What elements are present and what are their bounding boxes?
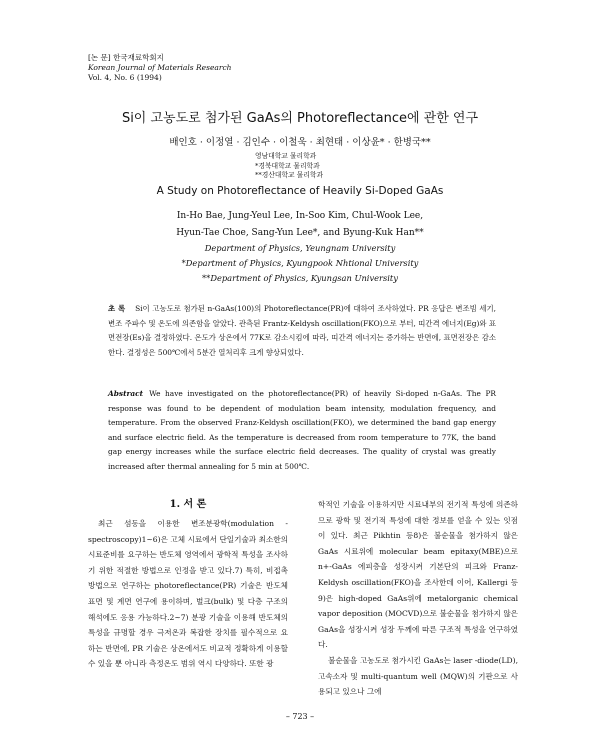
affiliation-en-2: *Department of Physics, Kyungpook Nhtional University (181, 258, 419, 268)
paper-title-english: A Study on Photoreflectance of Heavily Si-Doped GaAs (156, 185, 444, 197)
journal-volume: Vol. 4, No. 6 (1994) (88, 73, 162, 82)
abstract-english-text: We have investigated on the photoreflectance(PR) of heavily Si-doped n-GaAs. The PR response was found to be dependent of modulation beam intensity, modulation frequency, and temperature. From the observed Franz-Keldysh oscillation(FKO), we determined the band gap energy and surface electric field. As the temperature is decreased from room temperature to 77K, the band gap energy increases while the surface electric field decreases. The quality of crystal was greatly increased after thermal annealing for 5 min at 500℃. (108, 389, 496, 471)
paper-title-korean: Si이 고농도로 첨가된 GaAs의 Photoreflectance에 관한 연구 (121, 111, 479, 126)
right-column (318, 497, 518, 700)
page-number: – 723 – (285, 712, 315, 721)
left-column-paragraph: 최근 섬동을 이용한 변조분광학(modulation -spectroscopy)1~6)은 고체 시료에서 단일기술과 최소한의 시료준비를 요구하는 반도체 영역에서 광학적 특성을 조사하기 위한 적절한 방법으로 인정을 받고 있다.7) 특히, 비접촉 방법으로 연구하는 photoreflectance(PR) 기술은 반도체 표면 및 계면 연구에 용이하며, 벌크(bulk) 및 다층 구조의 해석에도 응용 가능하다.2~7) 분광 기술을 이용해 반도체의 특성을 규명할 경우 극저온과 복잡한 장치를 필수적으로 요하는 반면에, PR 기술은 상온에서도 비교적 정확하게 이용할 수 있을 뿐 아니라 측정온도 범위 역시 다양하다. 또한 광 (88, 519, 288, 669)
authors-en-line-1: In-Ho Bae, Jung-Yeul Lee, In-Soo Kim, Chul-Wook Lee, (176, 211, 424, 221)
left-column (88, 516, 288, 672)
affiliation-en-1: Department of Physics, Yeungnam University (204, 243, 396, 253)
journal-name: Korean Journal of Materials Research (88, 63, 232, 72)
affiliations-english (0, 241, 600, 286)
affiliation-kr-1: 영남대학교 물리학과 (255, 152, 317, 160)
affiliations-korean (255, 152, 323, 181)
right-column-paragraph-2: 불순물을 고농도로 첨가시킨 GaAs는 laser -diode(LD), 고속소자 및 multi-quantum well (MQW)의 기판으로 사용되고 있으나 그에 (318, 655, 518, 697)
section-heading-introduction: 1. 서 론 (169, 499, 207, 510)
abstract-english-label: Abstract (108, 389, 144, 398)
authors-en-line-2: Hyun-Tae Choe, Sang-Yun Lee*, and Byung-Kuk Han** (176, 228, 424, 238)
abstract-korean (108, 302, 496, 360)
journal-header (88, 53, 231, 83)
authors-english (0, 208, 600, 242)
affiliation-en-3: **Department of Physics, Kyungsan University (202, 273, 398, 283)
journal-type: [논 문] 한국재료학회지 (88, 53, 164, 62)
abstract-english (108, 387, 496, 474)
affiliation-kr-3: **경산대학교 물리학과 (255, 171, 324, 179)
abstract-korean-label: 초 록 (108, 304, 126, 313)
affiliation-kr-2: *경북대학교 물리학과 (255, 161, 320, 170)
authors-korean: 배인호 · 이정열 · 김인수 · 이철욱 · 최현태 · 이상윤* · 한병국** (169, 137, 431, 148)
right-column-paragraph-1: 학적인 기술을 이용하지만 시료내부의 전기적 특성에 의존하므로 광학 및 전기적 특성에 대한 정보를 얻을 수 있는 잇점이 있다. 최근 Pikhtin 등8)은 불순물을 첨가하지 않은 GaAs 시료위에 molecular beam epitaxy(MBE)으로 n+-GaAs 에피층을 성장시켜 기본단의 피크와 Franz-Keldysh oscillation(FKO)을 조사한데 이어, Kallergi 등9)은 high-doped GaAs위에 metalorganic chemical vapor deposition (MOCVD)으로 불순물을 첨가하지 않은 GaAs을 성장시켜 성장 두께에 따른 구조적 특성을 연구하였다. (318, 500, 518, 650)
abstract-korean-text: Si이 고농도로 첨가된 n-GaAs(100)의 Photoreflectance(PR)에 대하여 조사하였다. PR 응답은 변조빔 세기, 변조 주파수 및 온도에 의존함을 알았다. 관측된 Frantz-Keldysh oscillation(FKO)으로 부터, 띠간격 에너지(Eg)와 표면전장(Es)을 결정하였다. 온도가 상온에서 77K로 감소시킴에 따라, 띠간격 에너지는 증가하는 반면에, 표면전장은 감소한다. 결정성은 500℃에서 5분간 열처리후 크게 향상되었다. (108, 304, 496, 357)
